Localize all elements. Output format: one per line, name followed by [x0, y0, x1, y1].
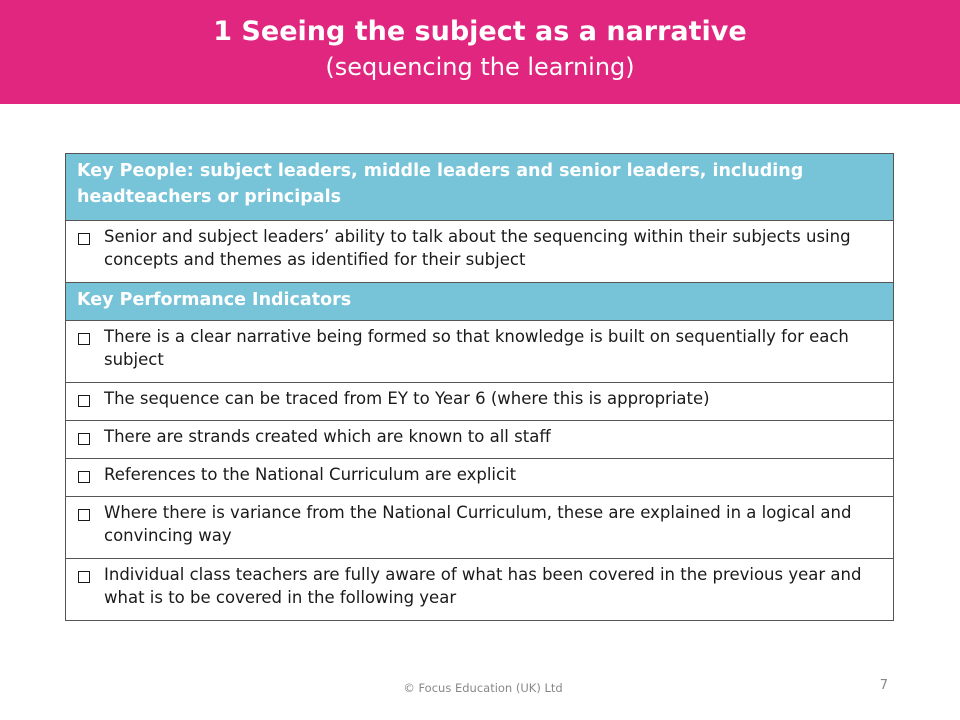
- checkbox-icon: [78, 433, 90, 445]
- list-item: [66, 383, 893, 421]
- list-item-text: The sequence can be traced from EY to Year 6 (where this is appropriate): [104, 389, 710, 408]
- key-people-header-text: Key People: subject leaders, middle leaders and senior leaders, including headteachers or principals: [77, 161, 804, 207]
- list-item-text: Where there is variance from the National Curriculum, these are explained in a logical and convincing way: [104, 503, 852, 545]
- kpi-header-text: Key Performance Indicators: [77, 290, 352, 310]
- list-item-text: Senior and subject leaders’ ability to talk about the sequencing within their subjects using concepts and themes as identified for their subject: [104, 227, 851, 269]
- key-people-header: [66, 154, 893, 221]
- checkbox-icon: [78, 571, 90, 583]
- list-item-text: There is a clear narrative being formed so that knowledge is built on sequentially for each subject: [104, 327, 849, 369]
- checkbox-icon: [78, 395, 90, 407]
- checkbox-icon: [78, 233, 90, 245]
- slide-subtitle: (sequencing the learning): [325, 53, 635, 81]
- copyright-footer: © Focus Education (UK) Ltd: [403, 681, 563, 695]
- kpi-header: [66, 283, 893, 321]
- checkbox-icon: [78, 333, 90, 345]
- list-item-text: There are strands created which are known to all staff: [104, 427, 551, 446]
- checkbox-icon: [78, 471, 90, 483]
- list-item-text: Individual class teachers are fully aware of what has been covered in the previous year and what is to be covered in the following year: [104, 565, 862, 607]
- list-item-text: References to the National Curriculum are explicit: [104, 465, 517, 484]
- list-item: [66, 321, 893, 383]
- checkbox-icon: [78, 509, 90, 521]
- list-item: [66, 497, 893, 559]
- list-item: [66, 559, 893, 620]
- slide-title: 1 Seeing the subject as a narrative: [213, 16, 747, 47]
- list-item: [66, 221, 893, 283]
- list-item: [66, 459, 893, 497]
- kpi-table: [65, 153, 894, 621]
- title-banner: [0, 0, 960, 104]
- list-item: [66, 421, 893, 459]
- page-number: 7: [879, 678, 888, 693]
